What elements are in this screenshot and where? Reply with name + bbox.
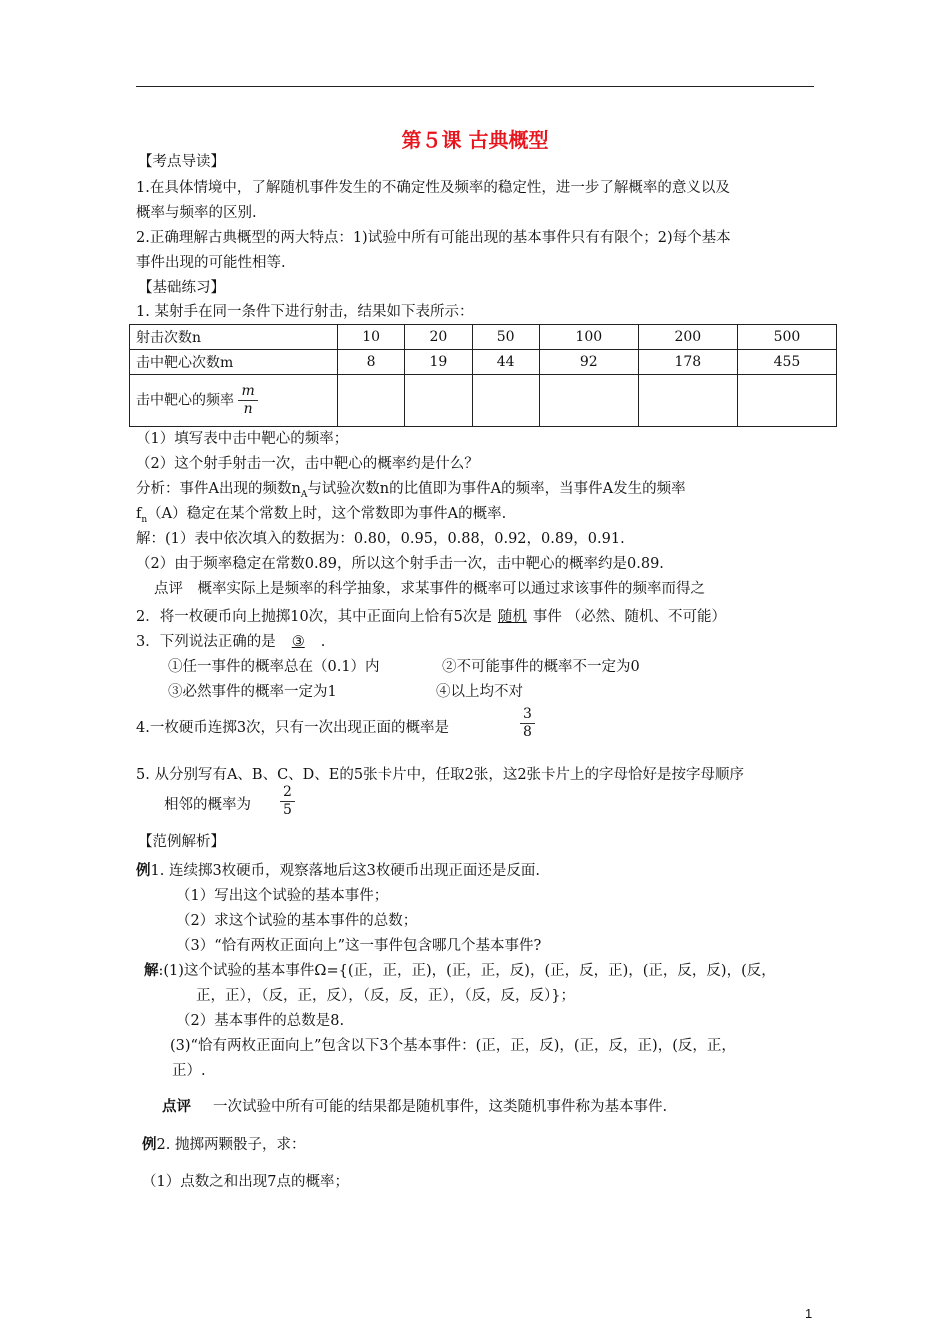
- example-1-solution-2: （2）基本事件的总数是8.: [176, 1013, 345, 1029]
- example-1-solution-a: [144, 961, 776, 981]
- guide-point-1b: 概率与频率的区别.: [136, 205, 257, 221]
- example-2: [142, 1135, 305, 1155]
- fraction-numerator: 2: [280, 784, 295, 802]
- option-1: ①任一事件的概率总在（0.1）内: [168, 659, 380, 675]
- subscript-n: n: [141, 514, 148, 525]
- header-rule: [136, 86, 814, 87]
- page-title: 第５课 古典概型: [401, 128, 549, 152]
- analysis-line-2: [136, 504, 506, 530]
- question-3-text: 3．下列说法正确的是: [136, 634, 276, 650]
- review-1: 点评 概率实际上是频率的科学抽象，求某事件的概率可以通过求该事件的频率而得之: [154, 581, 705, 597]
- table-cell: 178: [638, 350, 737, 375]
- question-5b: 相邻的概率为: [164, 797, 251, 813]
- question-3-text-rest: .: [320, 634, 326, 650]
- example-1-part-1: （1）写出这个试验的基本事件；: [176, 888, 389, 904]
- example-label: 例: [142, 1136, 157, 1153]
- section-heading-examples: 【范例解析】: [138, 834, 225, 850]
- question-1-part-2: （2）这个射手射击一次，击中靶心的概率约是什么？: [136, 456, 479, 472]
- solution-line-2: （2）由于频率稳定在常数0.89，所以这个射手击一次，击中靶心的概率约是0.89.: [136, 556, 664, 572]
- example-1: [136, 861, 540, 881]
- question-5a: 5. 从分别写有A、B、C、D、E的5张卡片中，任取2张，这2张卡片上的字母恰好是按字母顺序: [136, 767, 745, 783]
- analysis-line-1: [136, 479, 686, 505]
- table-cell: 44: [472, 350, 539, 375]
- table-cell: 10: [338, 325, 405, 350]
- table-cell: 50: [472, 325, 539, 350]
- table-cell: [539, 375, 638, 427]
- section-heading-guide: 【考点导读】: [138, 154, 225, 170]
- table-cell: [405, 375, 472, 427]
- table-cell: [130, 375, 338, 427]
- example-1-solution-3a: (3)“恰有两枚正面向上”包含以下3个基本事件：(正，正，反)，(正，反，正)，(反，正，: [170, 1038, 736, 1054]
- example-1-part-2: （2）求这个试验的基本事件的总数；: [176, 913, 418, 929]
- table-cell: [638, 375, 737, 427]
- review-label: 点评: [162, 1098, 191, 1115]
- fraction-denominator: 8: [523, 724, 532, 740]
- fraction-numerator: 3: [520, 706, 535, 724]
- fraction-3-over-8: [520, 706, 535, 741]
- solution-text: :(1)这个试验的基本事件Ω={(正，正，正)，(正，正，反)，(正，反，正)，(正，反，反)，(反，: [158, 963, 776, 979]
- solution-label: 解: [144, 962, 159, 979]
- example-1-text: 1. 连续掷3枚硬币，观察落地后这3枚硬币出现正面还是反面.: [150, 863, 541, 879]
- question-4: 4.一枚硬币连掷3次，只有一次出现正面的概率是: [136, 720, 450, 736]
- guide-point-2a: 2.正确理解古典概型的两大特点：1)试验中所有可能出现的基本事件只有有限个；2)每个基本: [136, 230, 731, 246]
- guide-point-1a: 1.在具体情境中，了解随机事件发生的不确定性及频率的稳定性，进一步了解概率的意义以及: [136, 180, 730, 196]
- analysis-text-rest: （A）稳定在某个常数上时，这个常数即为事件A的概率.: [147, 506, 507, 522]
- table-cell: 击中靶心次数m: [130, 350, 338, 375]
- table-cell: [338, 375, 405, 427]
- fraction-denominator: n: [243, 401, 253, 417]
- example-label: 例: [136, 862, 151, 879]
- subscript-a: A: [300, 489, 308, 500]
- review-2: [162, 1097, 667, 1117]
- question-1: 1. 某射手在同一条件下进行射击，结果如下表所示：: [136, 304, 474, 320]
- analysis-text: f: [136, 506, 142, 522]
- table-cell: 20: [405, 325, 472, 350]
- solution-line-1: 解：(1）表中依次填入的数据为：0.80，0.95，0.88，0.92，0.89，0.91.: [136, 531, 625, 547]
- question-3-answer: ③: [291, 634, 305, 650]
- frequency-label: 击中靶心的频率: [136, 392, 234, 409]
- example-1-part-3: （3）“恰有两枚正面向上”这一事件包含哪几个基本事件?: [176, 938, 542, 954]
- table-cell: 200: [638, 325, 737, 350]
- table-cell: 92: [539, 350, 638, 375]
- question-2-text: 2．将一枚硬币向上抛掷10次，其中正面向上恰有5次是: [136, 609, 492, 625]
- option-2: ②不可能事件的概率不一定为0: [442, 659, 640, 675]
- review-2-text: 一次试验中所有可能的结果都是随机事件，这类随机事件称为基本事件.: [213, 1099, 668, 1115]
- example-2-text: 2. 抛掷两颗骰子，求：: [156, 1137, 306, 1153]
- question-2-answer: 随机: [497, 609, 527, 625]
- fraction-m-over-n: [238, 383, 257, 418]
- page-number: 1: [805, 1306, 813, 1321]
- table-cell: 100: [539, 325, 638, 350]
- question-2: [136, 607, 726, 627]
- analysis-text: 分析：事件A出现的频数n: [136, 481, 301, 497]
- option-3: ③必然事件的概率一定为1: [168, 684, 337, 700]
- question-3: [136, 632, 325, 652]
- guide-point-2b: 事件出现的可能性相等.: [136, 255, 286, 271]
- table-cell: 455: [737, 350, 836, 375]
- table-cell: 8: [338, 350, 405, 375]
- fraction-2-over-5: [280, 784, 295, 819]
- analysis-text-rest: 与试验次数n的比值即为事件A的频率，当事件A发生的频率: [307, 481, 686, 497]
- table-cell: 19: [405, 350, 472, 375]
- fraction-numerator: m: [238, 383, 257, 401]
- example-1-solution-3b: 正）.: [172, 1063, 206, 1079]
- question-2-text-rest: 事件 （必然、随机、不可能）: [532, 609, 727, 625]
- section-heading-practice: 【基础练习】: [138, 280, 225, 296]
- table-cell: [472, 375, 539, 427]
- table-cell: [737, 375, 836, 427]
- table-row: [130, 375, 837, 427]
- shooting-table: [129, 324, 837, 427]
- table-row: [130, 350, 837, 375]
- table-cell: 500: [737, 325, 836, 350]
- fraction-denominator: 5: [283, 802, 292, 818]
- example-1-solution-b: 正，正），（反，正，反），（反，反，正），（反，反，反）}；: [196, 988, 575, 1004]
- table-cell: 射击次数n: [130, 325, 338, 350]
- example-2-part-1: （1）点数之和出现7点的概率；: [142, 1174, 349, 1190]
- table-row: [130, 325, 837, 350]
- option-4: ④以上均不对: [436, 684, 523, 700]
- question-1-part-1: （1）填写表中击中靶心的频率；: [136, 431, 349, 447]
